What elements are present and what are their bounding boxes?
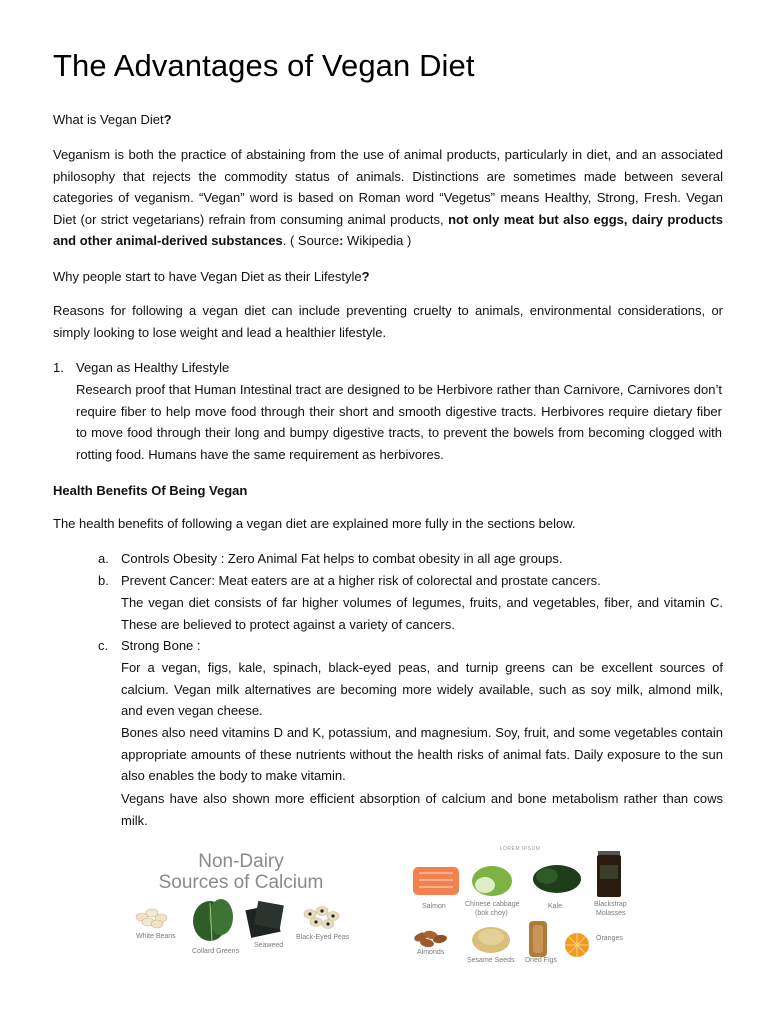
label-black-eyed-peas: Black-Eyed Peas <box>296 934 350 941</box>
black-eyed-peas-icon <box>304 907 339 929</box>
calcium-title-line-1: Non-Dairy <box>198 851 284 872</box>
grid-image-heading: LOREM IPSUM <box>499 846 541 852</box>
question-what-is-vegan <box>53 109 172 131</box>
section-intro: The health benefits of following a vegan diet are explained more fully in the sections below. <box>53 516 576 531</box>
label-bok-choy: (bok choy) <box>475 910 508 917</box>
paragraph-veganism-definition <box>53 144 723 252</box>
bok-choy-icon <box>472 866 512 896</box>
list-marker-b: b. <box>98 573 109 588</box>
document-title: The Advantages of Vegan Diet <box>53 48 475 83</box>
source-colon: : <box>339 233 344 249</box>
benefit-prevent-cancer-detail: The vegan diet consists of far higher volumes of legumes, fruits, and vegetables, fiber, and vitamin C. These are believed to protect against a variety of cancers. <box>121 595 723 632</box>
benefit-controls-obesity: Controls Obesity : Zero Animal Fat helps to combat obesity in all age groups. <box>121 551 563 566</box>
source-prefix: . ( Source <box>282 233 340 249</box>
calcium-foods-illustration <box>128 845 354 960</box>
oranges-icon <box>565 933 589 957</box>
salmon-icon <box>413 867 459 895</box>
list-marker-a: a. <box>98 551 109 566</box>
list-marker-1: 1. <box>53 360 64 375</box>
label-dried-figs: Dried Figs <box>525 957 557 964</box>
question-mark: ? <box>163 112 172 127</box>
molasses-jar-icon <box>597 851 621 897</box>
label-oranges: Oranges <box>596 935 623 942</box>
dried-figs-icon <box>529 921 547 957</box>
kale-icon <box>533 865 581 893</box>
strong-bone-paragraph-3: Vegans have also shown more efficient absorption of calcium and bone metabolism rather than cows milk. <box>121 791 723 828</box>
white-beans-icon <box>136 909 167 928</box>
label-white-beans: White Beans <box>136 933 176 940</box>
paragraph-reasons: Reasons for following a vegan diet can include preventing cruelty to animals, environmental considerations, or simply looking to lose weight and lead a healthier lifestyle. <box>53 303 723 340</box>
collard-greens-icon <box>193 899 233 941</box>
source-name: Wikipedia ) <box>343 233 412 249</box>
strong-bone-paragraph-2: Bones also need vitamins D and K, potassium, and magnesium. Soy, fruit, and some vegetables contain appropriate amounts of these nutrients without the health risks of animal fats. Daily exposure to the sun also enables the body to make vitamin. <box>121 725 723 784</box>
item1-heading: Vegan as Healthy Lifestyle <box>76 360 230 375</box>
list-marker-c: c. <box>98 638 109 653</box>
label-blackstrap: Blackstrap <box>594 901 627 908</box>
question-why-vegan <box>53 266 370 288</box>
label-seaweed: Seaweed <box>254 942 284 949</box>
calcium-sources-image <box>128 845 354 960</box>
label-molasses: Molasses <box>596 910 626 917</box>
label-kale: Kale <box>548 903 563 910</box>
definition-text: Veganism is both the practice of abstaining from the use of animal products, particularly in diet, and an associated philosophy that rejects the commodity status of animals. Distinctions are sometimes made between several categories of veganism. “Vegan” word is based on Roman word “Vegetus” means Healthy, Strong, Fresh. Vegan Diet (or strict vegetarians) refrain from consuming animal products, <box>53 147 723 227</box>
label-salmon: Salmon <box>422 903 446 910</box>
strong-bone-paragraph-1: For a vegan, figs, kale, spinach, black-eyed peas, and turnip greens can be excellent sources of calcium. Vegan milk alternatives are becoming more widely available, such as soy milk, almond milk, and even vegan cheese. <box>121 660 723 719</box>
calcium-foods-grid-image <box>405 845 635 967</box>
label-almonds: Almonds <box>417 949 445 956</box>
question-mark: ? <box>361 269 370 284</box>
seaweed-icon <box>245 901 283 938</box>
question-text: Why people start to have Vegan Diet as their Lifestyle <box>53 269 362 284</box>
benefit-prevent-cancer: Prevent Cancer: Meat eaters are at a higher risk of colorectal and prostate cancers. <box>121 573 601 588</box>
label-collard-greens: Collard Greens <box>192 948 240 955</box>
almonds-icon <box>413 929 448 948</box>
label-sesame-seeds: Sesame Seeds <box>467 957 515 964</box>
definition-emphasis: not only meat but also eggs, dairy products and other animal-derived substances <box>53 211 723 249</box>
benefit-strong-bone: Strong Bone : <box>121 638 201 653</box>
section-heading-health-benefits: Health Benefits Of Being Vegan <box>53 483 248 498</box>
item1-body: Research proof that Human Intestinal tract are designed to be Herbivore rather than Carnivore, Carnivores don’t require fiber to help move food through their short and smooth digestive tracts. Herbivores require dietary fiber to move food through their long and bumpy digestive tracts, to prevent the bowels from becoming clogged with rotting food. Humans have the same requirement as herbivores. <box>76 382 722 462</box>
sesame-seeds-icon <box>472 927 510 953</box>
label-chinese-cabbage: Chinese cabbage <box>465 901 520 908</box>
question-text: What is Vegan Diet <box>53 112 164 127</box>
calcium-title-line-2: Sources of Calcium <box>158 872 324 893</box>
